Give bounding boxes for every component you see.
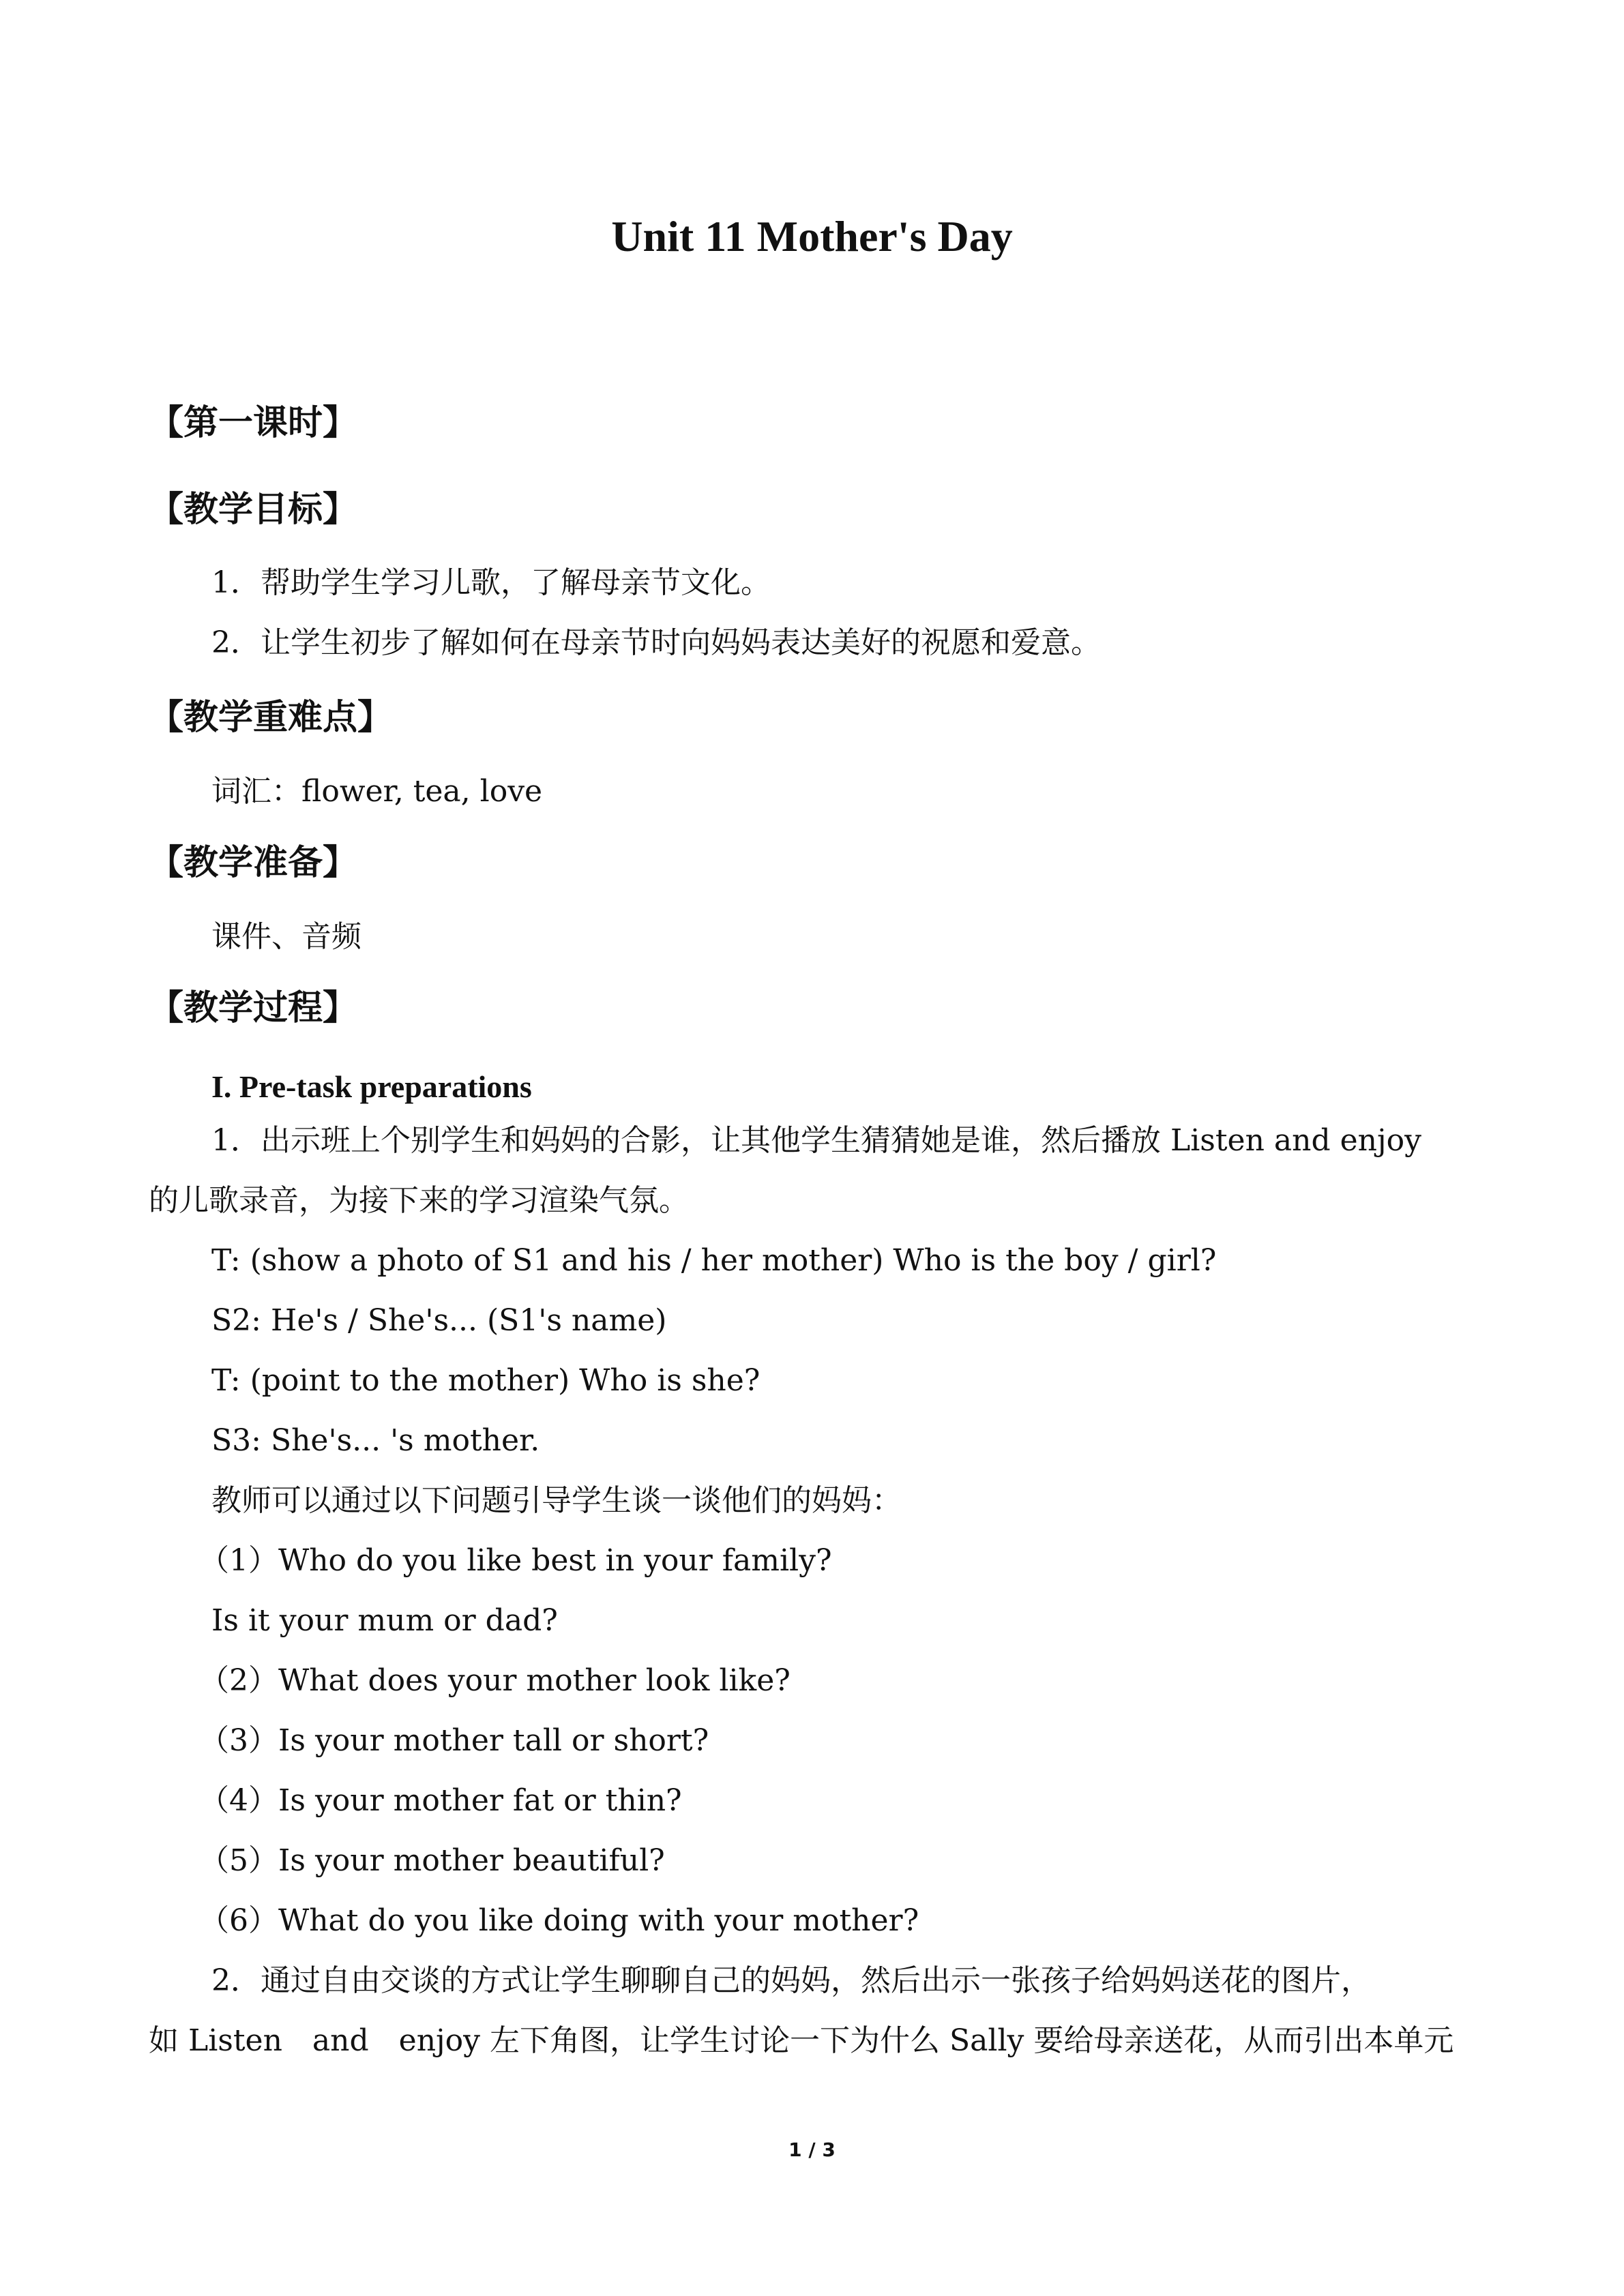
page-number: 1 / 3 — [788, 2138, 836, 2161]
dialogue-line: S3: She's... 's mother. — [211, 1423, 540, 1458]
preparation-text: 课件、音频 — [211, 919, 361, 954]
question-item: Is it your mum or dad? — [211, 1603, 558, 1638]
step-paragraph: 如 Listen and enjoy 左下角图，让学生讨论一下为什么 Sally 要给母亲送花，从而引出本单元 — [149, 2023, 1454, 2058]
document-title: Unit 11 Mother's Day — [611, 212, 1013, 260]
step-paragraph: 1．出示班上个别学生和妈妈的合影，让其他学生猜猜她是谁，然后播放 Listen and enjoy — [211, 1123, 1421, 1158]
question-item: （1）Who do you like best in your family? — [199, 1543, 832, 1578]
dialogue-line: T: (point to the mother) Who is she? — [211, 1363, 761, 1398]
dialogue-line: T: (show a photo of S1 and his / her mother) Who is the boy / girl? — [211, 1243, 1217, 1278]
question-item: （4）Is your mother fat or thin? — [199, 1783, 682, 1818]
step-paragraph: 的儿歌录音，为接下来的学习渲染气氛。 — [149, 1183, 689, 1218]
question-item: （5）Is your mother beautiful? — [199, 1843, 665, 1878]
question-item: （6）What do you like doing with your mother? — [199, 1903, 919, 1938]
dialogue-line: S2: He's / She's... (S1's name) — [211, 1303, 667, 1338]
objective-item: 2．让学生初步了解如何在母亲节时向妈妈表达美好的祝愿和爱意。 — [211, 625, 1101, 660]
objective-item: 1．帮助学生学习儿歌，了解母亲节文化。 — [211, 565, 771, 600]
guide-text: 教师可以通过以下问题引导学生谈一谈他们的妈妈： — [211, 1483, 902, 1518]
section-title: I. Pre-task preparations — [211, 1069, 532, 1104]
heading-lesson: 【第一课时】 — [149, 403, 358, 443]
heading-objectives: 【教学目标】 — [149, 490, 358, 530]
key-points-text: 词汇：flower, tea, love — [211, 774, 543, 809]
heading-key-points: 【教学重难点】 — [149, 698, 393, 738]
step-paragraph: 2．通过自由交谈的方式让学生聊聊自己的妈妈，然后出示一张孩子给妈妈送花的图片， — [211, 1963, 1371, 1998]
heading-process: 【教学过程】 — [149, 988, 358, 1028]
question-item: （3）Is your mother tall or short? — [199, 1723, 709, 1758]
question-item: （2）What does your mother look like? — [199, 1663, 791, 1698]
heading-preparation: 【教学准备】 — [149, 843, 358, 883]
